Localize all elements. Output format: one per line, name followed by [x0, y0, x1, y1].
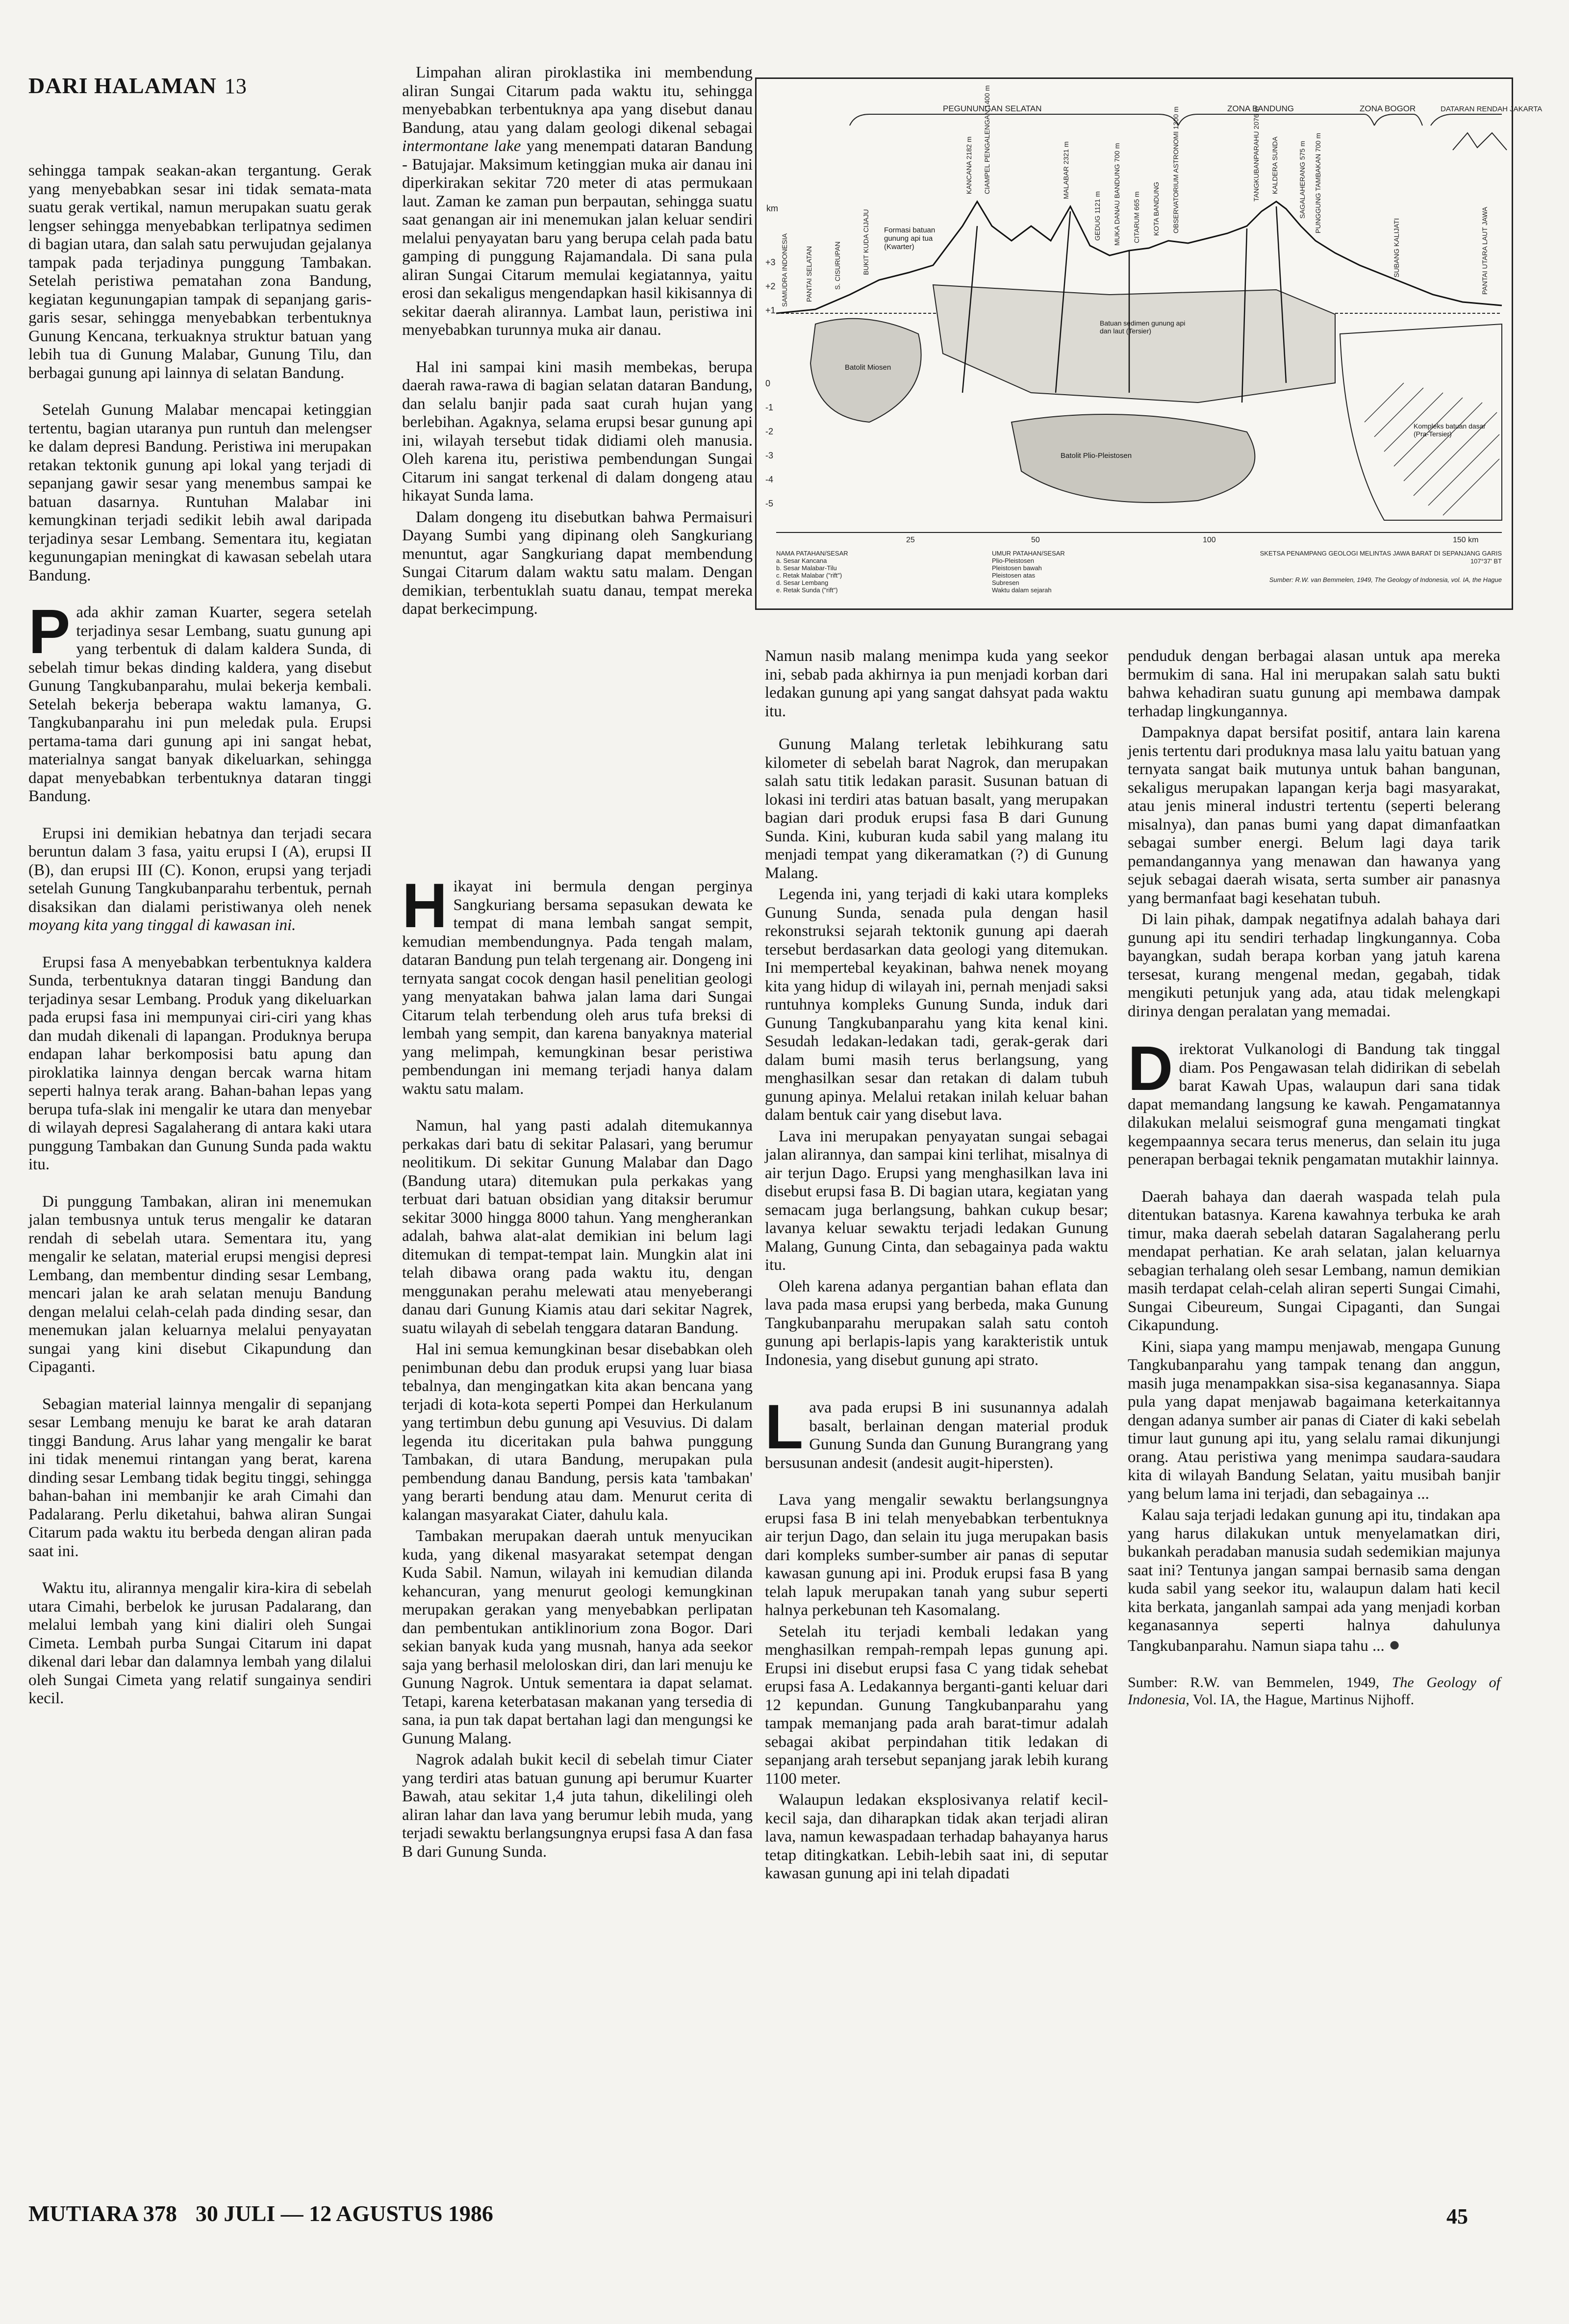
- sketch-source: Sumber: R.W. van Bemmelen, 1949, The Geology of Indonesia, vol. IA, the Hague: [1269, 576, 1502, 583]
- peak-label: TANGKUBANPARAHU 2076 m: [1252, 106, 1260, 202]
- col2-paragraph-5: Namun, hal yang pasti adalah ditemukannya perkakas dari batu di sekitar Palasari, yang berumur neolitikum. Di sekitar Gunung Malabar dan Dago (Bandung utara) ditemukan pula perkakas yang terbuat dari batuan obsidian yang ditaksir berumur sekitar 3000 hingga 8000 tahun. Yang mengherankan adalah, bahwa alat-alat demikian ini belum lagi ditemukan di tempat-tempat lain. Mungkin alat ini telah dibawa orang pada waktu itu, dengan menggunakan perahu melewati atau menyeberangi danau dari Gunung Kiamis atau dari sekitar Nagrek, suatu wilayah di sebelah tenggara dataran Bandung.: [402, 1117, 753, 1337]
- peak-label: BUKIT KUDA CIJAJU: [862, 209, 870, 275]
- column-4: [1128, 647, 1500, 2216]
- y-axis-label: km: [766, 203, 778, 213]
- column-1: [28, 162, 372, 2162]
- sketch-title: SKETSA PENAMPANG GEOLOGI MELINTAS JAWA BARAT DI SEPANJANG GARIS 107°37' BT: [1260, 550, 1502, 565]
- running-head-page: 13: [224, 74, 247, 98]
- annotation-sedimen: Batuan sedimen gunung api dan laut (Tersier): [1100, 319, 1186, 335]
- col4-paragraph-4: Direktorat Vulkanologi di Bandung tak tinggal diam. Pos Pengawasan telah didirikan di sebelah barat Kawah Upas, walaupun dari sana tidak dapat memandang langsung ke kawah. Pengamatannya dilakukan melalui seismograf guna mengamati tingkat kegempaannya secara terus menerus, dan selain itu juga penerapan berbagai teknik pengamatan mutakhir lainnya.: [1128, 1034, 1500, 1168]
- running-head-label: DARI HALAMAN: [28, 73, 217, 98]
- cross-section-svg: [757, 79, 1543, 608]
- y-tick: +1: [765, 305, 776, 315]
- col4-paragraph-1: penduduk dengan berbagai alasan untuk apa mereka bermukim di sana. Hal ini merupakan salah satu bukti bahwa kehadiran suatu gunung api membawa dampak terhadap lingkungannya.: [1128, 647, 1500, 720]
- peak-label: MUKA DANAU BANDUNG 700 m: [1113, 143, 1121, 246]
- col1-paragraph-7: Sebagian material lainnya mengalir di sepanjang sesar Lembang menuju ke barat ke arah dataran tinggi Bandung. Arus lahar yang mengalir ke barat ini tidak menemui rintangan yang berat, karena dinding sesar Lembang tidak begitu tinggi, sehingga bahan-bahan ini membanjir ke arah Cimahi dan Padalarang. Perlu diketahui, bahwa aliran Sungai Citarum pada waktu itu berbeda dengan aliran pada saat ini.: [28, 1395, 372, 1560]
- col2-paragraph-6: Hal ini semua kemungkinan besar disebabkan oleh penimbunan debu dan produk erupsi yang luar biasa tebalnya, dan mengingatkan kita akan bencana yang terjadi di kota-kota seperti Pompei dan Herkulanum yang tertimbun debu gunung api Vesuvius. Di dalam legenda itu diceritakan pula bahwa punggung Tambakan, di utara Bandung, merupakan pula pembendung danau Bandung, persis kata 'tambakan' yang berarti bendung atau dam. Menurut cerita di kalangan masyarakat Ciater, dahulu kala.: [402, 1340, 753, 1524]
- peak-label: KALDERA SUNDA: [1271, 136, 1279, 194]
- legend-fault-names-title: NAMA PATAHAN/SESAR: [776, 550, 848, 557]
- col3-paragraph-7: Lava yang mengalir sewaktu berlangsungnya erupsi fasa B ini telah menyebabkan terbentuknya air terjun Dago, dan selain itu juga merupakan basis dari kompleks sumber-sumber air panas di seputar kawasan gunung api ini. Produk erupsi fasa B yang telah lapuk merupakan tanah yang subur seperti halnya perkebunan teh Kasomalang.: [765, 1491, 1108, 1619]
- x-axis-ticks: [906, 536, 1478, 544]
- col1-paragraph-5: Erupsi fasa A menyebabkan terbentuknya kaldera Sunda, terbentuknya dataran tinggi Bandung dan terjadinya sesar Lembang. Produk yang dikeluarkan pada erupsi fasa ini mempunyai ciri-ciri yang khas dan mudah dikenali di lapangan. Produknya berupa endapan lahar berkomposisi batu apung dan piroklatika lainnya dengan bercak warna hitam seperti halnya terak arang. Bahan-bahan lepas yang berupa tufa-slak ini mengalir ke utara dan menyebar di wilayah depresi Sagalaherang di antara kaki utara punggung Tambakan dan Gunung Sunda pada waktu itu.: [28, 953, 372, 1173]
- col2-paragraph-4: Hikayat ini bermula dengan perginya Sangkuriang bersama sepasukan dewata ke tempat di mana lembah sangat sempit, kemudian membendungnya. Pada tengah malam, dataran Bandung pun telah tergenang air. Dongeng ini ternyata sangat cocok dengan hasil penelitian geologi yang menyatakan bahwa jalan lama dari Sungai Citarum telah terbendung oleh arus tufa breksi di lembah yang sempit, dan karena banyaknya material yang melimpah, kemungkinan besar peristiwa pembendungan ini memang terjadi hanya dalam waktu satu malam.: [402, 871, 753, 1098]
- y-tick: +2: [765, 281, 776, 291]
- zone-labels: [943, 104, 1542, 113]
- col3-paragraph-5: Oleh karena adanya pergantian bahan eflata dan lava pada masa erupsi yang berbeda, maka Gunung Tangkubanparahu merupakan salah satu contoh gunung api berlapis-lapis yang karakteristik untuk Indonesia, yang disebut gunung api strato.: [765, 1277, 1108, 1369]
- col3-paragraph-3: Legenda ini, yang terjadi di kaki utara kompleks Gunung Sunda, senada pula dengan hasil rekonstruksi sejarah tektonik gunung api daerah tersebut berdasarkan data geologi yang ditemukan. Ini mempertebal keyakinan, bahwa nenek moyang kita yang hidup di wilayah ini, pernah menjadi saksi runtuhnya kompleks Gunung Sunda, induk dari Gunung Tangkubanparahu yang kita kenal kini. Sesudah ledakan-ledakan tadi, gerak-gerak dari dalam bumi masih terus berlangsung, yang menghasilkan sesar dan retakan di dalam tubuh gunung apinya. Melalui retakan inilah keluar bahan dalam bentuk cair yang disebut lava.: [765, 885, 1108, 1124]
- source-citation: Sumber: R.W. van Bemmelen, 1949, The Geology of Indonesia, Vol. IA, the Hague, Martinus Nijhoff.: [1128, 1674, 1500, 1708]
- col1-paragraph-8: Waktu itu, alirannya mengalir kira-kira di sebelah utara Cimahi, berbelok ke jurusan Padalarang, dan melalui lembah yang kini dialiri oleh Sungai Cimeta. Lembah purba Sungai Citarum ini dapat dikenal dari lebar dan dalamnya lembah yang dilalui oleh Sungai Cimeta yang relatif sungainya sendiri kecil.: [28, 1579, 372, 1707]
- col3-paragraph-9: Walaupun ledakan eksplosivanya relatif kecil-kecil saja, dan diharapkan tidak akan terjadi aliran lava, namun kewaspadaan terhadap bahayanya harus tetap ditingkatkan. Lebih-lebih saat ini, di seputar kawasan gunung api ini telah dipadati: [765, 1791, 1108, 1882]
- col1-paragraph-3: Pada akhir zaman Kuarter, segera setelah terjadinya sesar Lembang, suatu gunung api yang terbentuk di dalam kaldera Sunda, di sebelah timur bekas dinding kaldera, yang disebut Gunung Tangkubanparahu, mulai bekerja kembali. Setelah bekerja beberapa waktu lamanya, G. Tangkubanparahu ini pun meledak pula. Erupsi pertama-tama dari gunung api ini sangat hebat, materialnya sangat banyak dikeluarkan, sehingga dapat menyebabkan terbentuknya dataran tinggi Bandung.: [28, 597, 372, 805]
- peak-label: GEDUG 1121 m: [1093, 191, 1101, 241]
- peak-label: PANTAI SELATAN: [805, 246, 813, 302]
- annotation-batolit-miosen: Batolit Miosen: [845, 363, 891, 372]
- zone-label-1: PEGUNUNGAN SELATAN: [943, 104, 1042, 113]
- x-tick: 50: [1031, 536, 1040, 544]
- column-2-lower: [402, 871, 753, 2211]
- col2-paragraph-8: Nagrok adalah bukit kecil di sebelah timur Ciater yang terdiri atas batuan gunung api berumur Kuarter Bawah, atau sekitar 1,4 juta tahun, dikelilingi oleh aliran lahar dan lava yang berumur lebih muda, yang terjadi sewaktu berlangsungnya erupsi fasa A dan fasa B dari Gunung Sunda.: [402, 1751, 753, 1861]
- x-tick: 25: [906, 536, 915, 544]
- y-axis: [765, 203, 778, 508]
- dropcap-d: D: [1128, 1034, 1173, 1104]
- col3-paragraph-4: Lava ini merupakan penyayatan sungai sebagai jalan alirannya, dan sampai kini terlihat, misalnya di air terjun Dago. Erupsi yang menghasilkan lava ini disebut erupsi fasa B. Di bagian utara, kegiatan yang semacam juga berlangsung, bahkan cukup besar; lavanya keluar sewaktu terjadi ledakan Gunung Malang, Gunung Cinta, dan sebagainya pada waktu itu.: [765, 1127, 1108, 1274]
- peak-label: CIAMPEL PENGALENGAN 1400 m: [983, 85, 991, 194]
- col4-paragraph-2: Dampaknya dapat bersifat positif, antara lain karena jenis tertentu dari produknya masa lalu yaitu batuan yang ternyata sangat baik mutunya untuk bahan bangunan, sekaligus merupakan lapangan kerja bagi masyarakat, atau jenis mineral industri tertentu (seperti belerang misalnya), dan panas bumi yang dapat dimanfaatkan sebagai sumber energi. Belum lagi daya tarik pemandangannya yang menawan dan hawanya yang sejuk sebagai daerah wisata, serta sumber air panasnya yang bermanfaat bagi kesehatan tubuh.: [1128, 724, 1500, 907]
- zone-label-4: DATARAN RENDAH JAKARTA: [1441, 105, 1543, 113]
- col2-paragraph-3: Dalam dongeng itu disebutkan bahwa Permaisuri Dayang Sumbi yang dipinang oleh Sangkuriang menuntut, agar Sangkuriang dapat membendung Sungai Citarum dalam waktu satu malam. Dengan demikian, terbentuklah suatu danau, tempat mereka dapat berkecimpung.: [402, 508, 753, 618]
- peak-label: MALABAR 2321 m: [1062, 141, 1070, 199]
- peak-label: PUNGGUNG TAMBAKAN 700 m: [1314, 133, 1322, 233]
- end-mark-icon: ●: [1388, 1633, 1401, 1655]
- x-tick: 100: [1203, 536, 1216, 544]
- footer-magazine: MUTIARA 378: [28, 2201, 177, 2226]
- col3-paragraph-1: Namun nasib malang menimpa kuda yang seekor ini, sebab pada akhirnya ia pun menjadi korban dari ledakan gunung api yang sangat dahsyat pada waktu itu.: [765, 647, 1108, 720]
- legend-fault-ages-title: UMUR PATAHAN/SESAR: [992, 550, 1065, 557]
- y-tick: -5: [765, 499, 774, 508]
- footer-date: 30 JULI — 12 AGUSTUS 1986: [195, 2201, 493, 2226]
- col1-paragraph-4: Erupsi ini demikian hebatnya dan terjadi secara beruntun dalam 3 fasa, yaitu erupsi I (A), erupsi II (B), dan erupsi III (C). Konon, erupsi yang terjadi setelah Gunung Tangkubanparahu terbentuk, pernah disaksikan dan dialami peristiwanya oleh nenek moyang kita yang tinggal di kawasan ini.: [28, 824, 372, 934]
- y-tick: +3: [765, 257, 776, 267]
- basement-hatching: [1365, 383, 1499, 515]
- peak-label: KANCANA 2182 m: [965, 136, 973, 194]
- annotation-basement: Kompleks batuan dasar (Pra-Tersier): [1414, 422, 1486, 438]
- footer: [28, 2200, 512, 2226]
- x-tick: 150 km: [1453, 536, 1479, 544]
- col1-paragraph-1: sehingga tampak seakan-akan tergantung. Gerak yang menyebabkan sesar ini tidak semata-mata suatu gerak vertikal, namun merupakan suatu gerak lengser sehingga menyebabkan terlipatnya sedimen di bagian utara, dan salah satu perwujudan gejalanya tampak pada terjadinya punggung Tambakan. Setelah peristiwa pematahan zona Bandung, kegiatan kegunungapian tampak di sepanjang garis-garis sesar, sehingga menyebabkan terbentuknya Gunung Kencana, terkuaknya struktur batuan yang lebih tua di Gunung Malabar, Gunung Tilu, dan berbagai gunung api lainnya di selatan Bandung.: [28, 162, 372, 382]
- sketch-caption: [1237, 550, 1502, 584]
- col3-paragraph-2: Gunung Malang terletak lebihkurang satu kilometer di sebelah barat Nagrok, dan merupakan salah satu titik ledakan parasit. Susunan batuan di lokasi ini terdiri atas batuan basalt, yang merupakan bagian dari produk erupsi fasa B dari Gunung Sunda. Kini, kuburan kuda sabil yang malang itu menjadi tempat yang dikeramatkan (?) di Gunung Malang.: [765, 735, 1108, 882]
- running-head: [28, 73, 247, 99]
- peak-label: KOTA BANDUNG: [1152, 181, 1160, 236]
- y-tick: -3: [765, 451, 774, 460]
- col3-paragraph-8: Setelah itu terjadi kembali ledakan yang menghasilkan rempah-rempah lepas gunung api. Erupsi ini disebut erupsi fasa C yang tidak sehebat erupsi fasa A. Ledakannya berganti-ganti keluar dari 12 kepundan. Gunung Tangkubanparahu yang tampak memanjang pada arah barat-timur adalah sebagai akibat perpindahan titik ledakan di sepanjang arah tersebut sepanjang jarak lebih kurang 1100 meter.: [765, 1622, 1108, 1788]
- peak-label: PANTAI UTARA LAUT JAWA: [1481, 206, 1489, 295]
- annotation-batolit-plio: Batolit Plio-Pleistosen: [1061, 452, 1132, 460]
- zone-label-2: ZONA BANDUNG: [1227, 104, 1294, 113]
- y-tick: -2: [765, 427, 774, 436]
- col1-paragraph-6: Di punggung Tambakan, aliran ini menemukan jalan tembusnya untuk terus mengalir ke dataran rendah di sebelah utara. Sementara itu, yang mengalir ke selatan, material erupsi mengisi depresi Lembang, dan membentur dinding sesar Lembang, mencari jalan ke arah selatan menuju Bandung dengan melalui celah-celah pada dinding sesar, dan menemukan jalan keluarnya melalui penyayatan sungai yang kini disebut Cikapundung dan Cipaganti.: [28, 1192, 372, 1376]
- peak-label: S. CISURUPAN: [834, 241, 841, 290]
- legend-fault-names: NAMA PATAHAN/SESAR a. Sesar Kancana b. Sesar Malabar-Tilu c. Retak Malabar ("rift") d. Sesar Lembang e. Retak Sunda ("rift"): [776, 550, 982, 594]
- peak-label: OBSERVATORIUM ASTRONOMI 1300 m: [1172, 106, 1180, 233]
- y-tick: -4: [765, 475, 774, 484]
- y-tick: -1: [765, 403, 774, 412]
- peak-label: CITARUM 665 m: [1133, 191, 1140, 243]
- dropcap-p: P: [28, 597, 71, 667]
- col4-paragraph-3: Di lain pihak, dampak negatifnya adalah bahaya dari gunung api itu sendiri terhadap lingkungannya. Coba bayangkan, sudah berapa korban yang jatuh karena tersesat, kurang mengenal medan, gegabah, tidak mengikuti petunjuk yang ada, atau tidak melengkapi dirinya dengan peralatan yang memadai.: [1128, 910, 1500, 1020]
- dropcap-h: H: [402, 871, 448, 941]
- peak-label: SUBANG KALIJATI: [1392, 218, 1400, 278]
- annotation-formasi: Formasi batuan gunung api tua (Kwarter): [884, 226, 936, 251]
- column-3: [765, 647, 1108, 2216]
- peak-label: SAMUDRA INDONESIA: [781, 233, 788, 307]
- col4-paragraph-6: Kini, siapa yang mampu menjawab, mengapa Gunung Tangkubanparahu yang tampak tenang dan anggun, masih juga menampakkan sisa-sisa keganasannya. Siapa pula yang dapat menjawab bagaimana keterkaitannya dengan adanya sumber air panas di Ciater di kaki sebelah timur laut gunung api itu, yang selalu ramai dikunjungi orang. Atau peristiwa yang menimpa saudara-saudara kita di wilayah Bandung Selatan, yaitu musibah banjir yang belum lama ini terjadi, dan sebagainya ...: [1128, 1338, 1500, 1503]
- zone-label-3: ZONA BOGOR: [1360, 104, 1416, 113]
- legend-fault-ages: UMUR PATAHAN/SESAR Plio-Pleistosen Pleistosen bawah Pleistosen atas Subresen Waktu dalam sejarah: [992, 550, 1149, 594]
- col4-paragraph-5: Daerah bahaya dan daerah waspada telah pula ditentukan batasnya. Karena kawahnya terbuka ke arah timur, maka daerah sebelah dataran Sagalaherang perlu mendapat perhatian. Ke arah selatan, jalan keluarnya sebagian terhalang oleh sesar Lembang, namun demikian masih terdapat celah-celah aliran seperti Sungai Cimahi, Sungai Cibeureum, Sungai Cipaganti, dan Sungai Cikapundung.: [1128, 1187, 1500, 1334]
- col1-paragraph-2: Setelah Gunung Malabar mencapai ketinggian tertentu, bagian utaranya pun runtuh dan melengser ke dalam depresi Bandung. Peristiwa ini merupakan retakan tektonik gunung api lokal yang terjadi di sepanjang gawir sesar yang menembus sampai ke batuan dasarnya. Runtuhan Malabar ini kemungkinan terjadi sedikit lebih awal daripada terjadinya sesar Lembang. Sementara itu, kegiatan kegunungapian meningkat di kawasan sebelah utara Bandung.: [28, 401, 372, 584]
- col3-paragraph-6: Lava pada erupsi B ini susunannya adalah basalt, berlainan dengan material produk Gunung Sunda dan Gunung Burangrang yang bersusunan andesit (andesit augit-hipersten).: [765, 1392, 1108, 1472]
- y-tick: 0: [765, 379, 771, 388]
- col2-paragraph-2: Hal ini sampai kini masih membekas, berupa daerah rawa-rawa di bagian selatan dataran Bandung, dan selalu banjir pada saat curah hujan yang berlebihan. Agaknya, selama erupsi besar gunung api ini, wilayah tersebut tidak didiami oleh manusia. Oleh karena itu, peristiwa pembendungan Sungai Citarum ini sangat terkenal di dalam dongeng atau hikayat Sunda lama.: [402, 358, 753, 505]
- col2-paragraph-7: Tambakan merupakan daerah untuk menyucikan kuda, yang dikenal masyarakat setempat dengan Kuda Sabil. Namun, wilayah ini kemudian dilanda kehancuran, yang menurut geologi kemungkinan merupakan gerakan yang menyebabkan perlipatan dan pembentukan antiklinorium zona Bogor. Dari sekian banyak kuda yang musnah, hanya ada seekor saja yang berhasil meloloskan diri, dan lari menuju ke Gunung Nagrok. Untuk sementara ia dapat selamat. Tetapi, karena keterbatasan makanan yang tersedia di sana, ia pun tak dapat bertahan lagi dan mengungsi ke Gunung Malang.: [402, 1527, 753, 1747]
- peak-label: SAGALAHERANG 575 m: [1298, 141, 1306, 219]
- geology-cross-section-figure: [755, 77, 1543, 610]
- page-number: 45: [1446, 2204, 1468, 2228]
- col2-paragraph-1: Limpahan aliran piroklastika ini membendung aliran Sungai Citarum pada waktu itu, sehingga menyebabkan terbentuknya apa yang disebut danau Bandung, atau yang dalam geologi dikenal sebagai intermontane lake yang menempati dataran Bandung - Batujajar. Maksimum ketinggian muka air danau ini diperkirakan sekitar 720 meter di atas permukaan laut. Zaman ke zaman pun berpautan, sehingga suatu saat genangan air ini menemukan jalan keluar sendiri melalui penyayatan baru yang berupa celah pada batu gamping di punggung Rajamandala. Di sana pula aliran Sungai Citarum memulai kegiatannya, yaitu erosi dan sekaligus mengendapkan hasil kikisannya di sekitar daerah alirannya. Lambat laun, peristiwa ini menyebabkan turunnya muka air danau.: [402, 64, 753, 339]
- col4-paragraph-7: Kalau saja terjadi ledakan gunung api itu, tindakan apa yang harus dilakukan untuk menyelamatkan diri, bukankah peradaban manusia sudah sedemikian majunya saat ini? Tentunya jangan sampai bernasib sama dengan kuda sabil yang seekor itu, walaupun dalam hati kecil kita berkata, janganlah sampai ada yang menjadi korban keganasannya seperti halnya dahulunya Tangkubanparahu. Namun siapa tahu ... ●: [1128, 1506, 1500, 1655]
- dropcap-l: L: [765, 1392, 804, 1462]
- column-2-upper: [402, 64, 753, 858]
